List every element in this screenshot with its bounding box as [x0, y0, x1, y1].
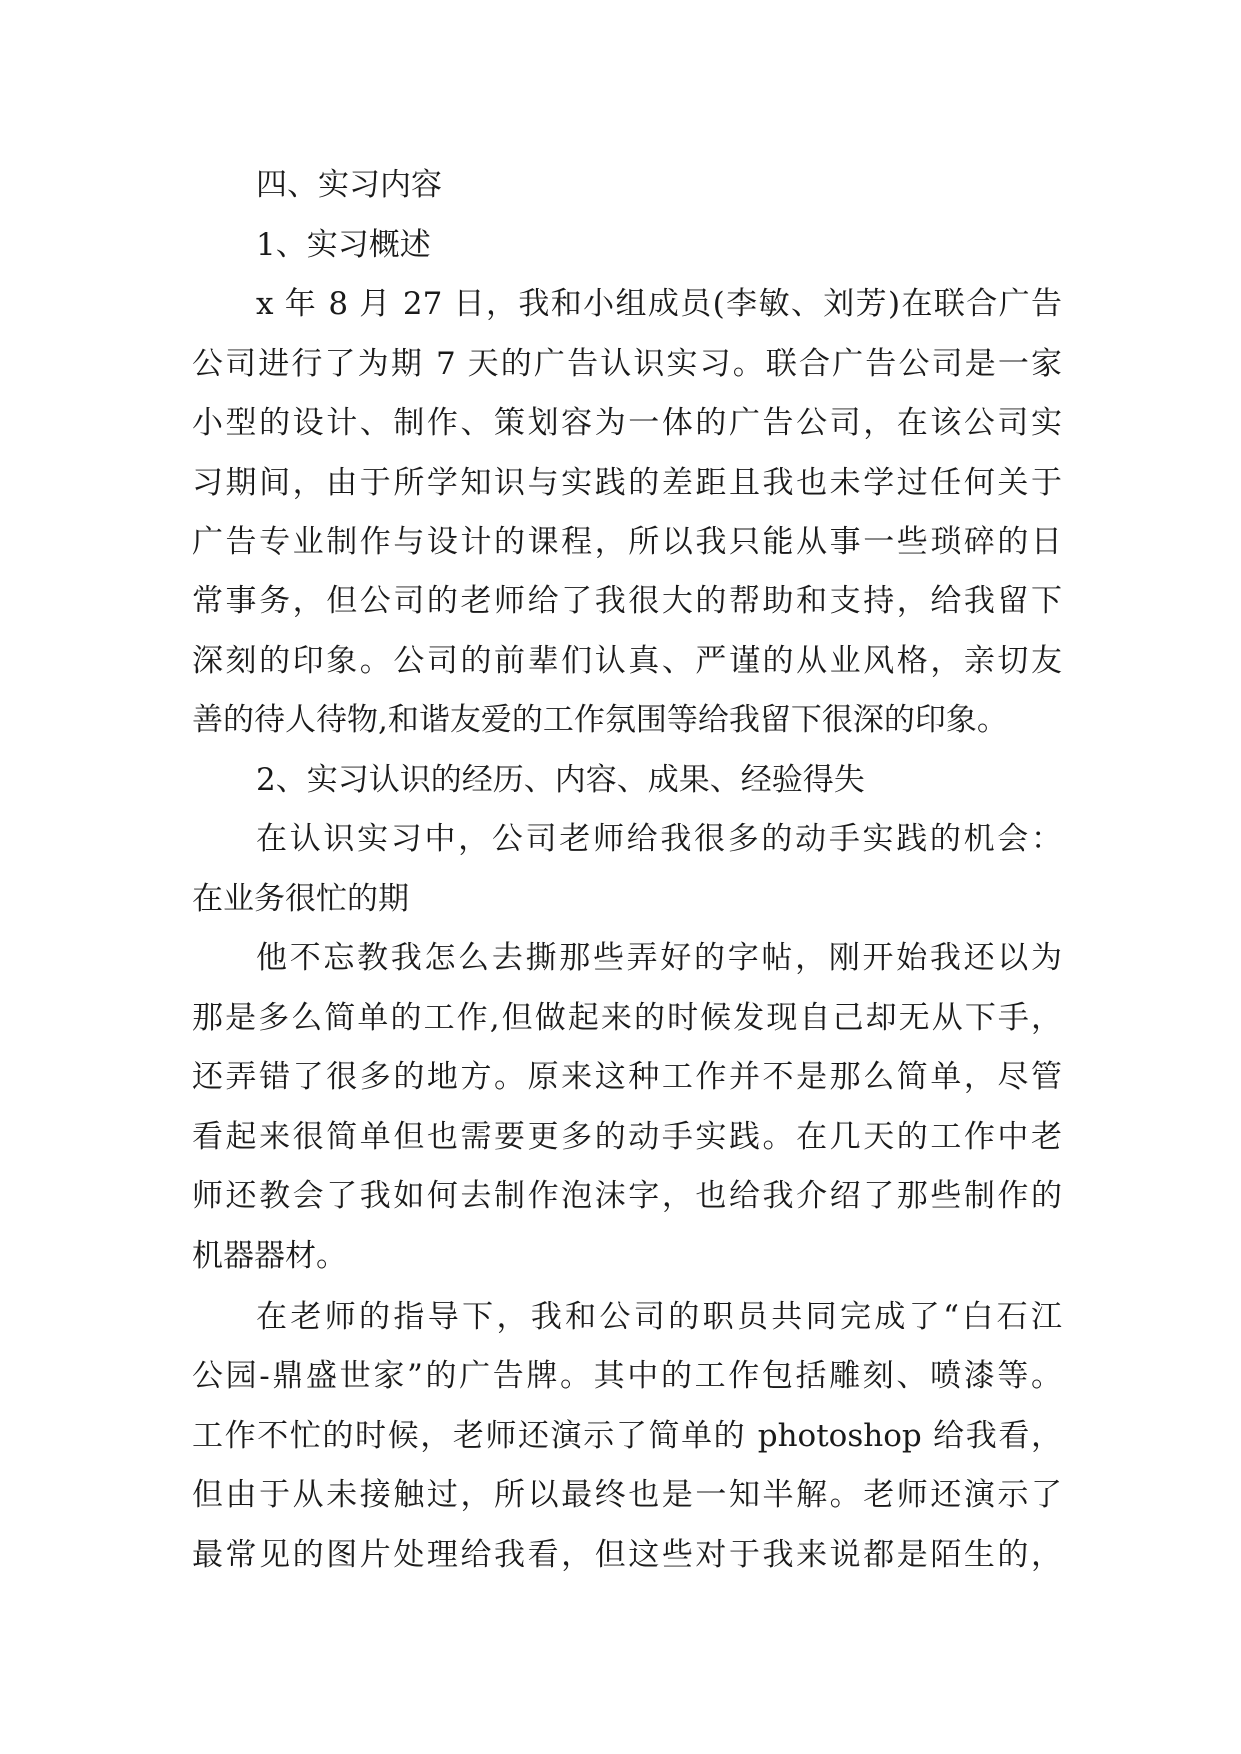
paragraph-line: 习期间，由于所学知识与实践的差距且我也未学过任何关于	[192, 465, 1062, 501]
paragraph-line: 公司进行了为期 7 天的广告认识实习。联合广告公司是一家	[192, 346, 1062, 382]
paragraph-line: 深刻的印象。公司的前辈们认真、严谨的从业风格，亲切友	[192, 643, 1062, 679]
paragraph-line: 在老师的指导下，我和公司的职员共同完成了“白石江	[256, 1299, 1062, 1335]
paragraph-line: 在业务很忙的期	[192, 881, 409, 917]
paragraph-line: 小型的设计、制作、策划容为一体的广告公司，在该公司实	[192, 405, 1062, 441]
paragraph-line: x 年 8 月 27 日，我和小组成员(李敏、刘芳)在联合广告	[256, 286, 1062, 322]
paragraph-line: 还弄错了很多的地方。原来这种工作并不是那么简单，尽管	[192, 1059, 1062, 1095]
paragraph-line: 常事务，但公司的老师给了我很大的帮助和支持，给我留下	[192, 583, 1062, 619]
paragraph-line: 最常见的图片处理给我看，但这些对于我来说都是陌生的，	[192, 1537, 1062, 1573]
paragraph-line: 他不忘教我怎么去撕那些弄好的字帖，刚开始我还以为	[256, 940, 1062, 976]
paragraph-line: 工作不忙的时候，老师还演示了简单的 photoshop 给我看，	[192, 1418, 1062, 1454]
subsection-heading: 1、实习概述	[256, 227, 431, 263]
paragraph-line: 善的待人待物,和谐友爱的工作氛围等给我留下很深的印象。	[192, 702, 1008, 738]
paragraph-line: 机器器材。	[192, 1238, 347, 1274]
paragraph-line: 但由于从未接触过，所以最终也是一知半解。老师还演示了	[192, 1477, 1062, 1513]
paragraph-line: 那是多么简单的工作,但做起来的时候发现自己却无从下手，	[192, 1000, 1062, 1036]
paragraph-line: 师还教会了我如何去制作泡沫字，也给我介绍了那些制作的	[192, 1178, 1062, 1214]
paragraph-line: 看起来很简单但也需要更多的动手实践。在几天的工作中老	[192, 1119, 1062, 1155]
paragraph-line: 在认识实习中，公司老师给我很多的动手实践的机会：	[256, 821, 1062, 857]
paragraph-line: 公园-鼎盛世家”的广告牌。其中的工作包括雕刻、喷漆等。	[192, 1358, 1062, 1394]
subsection-heading: 2、实习认识的经历、内容、成果、经验得失	[256, 762, 865, 798]
section-heading: 四、实习内容	[256, 167, 442, 203]
paragraph-line: 广告专业制作与设计的课程，所以我只能从事一些琐碎的日	[192, 524, 1062, 560]
